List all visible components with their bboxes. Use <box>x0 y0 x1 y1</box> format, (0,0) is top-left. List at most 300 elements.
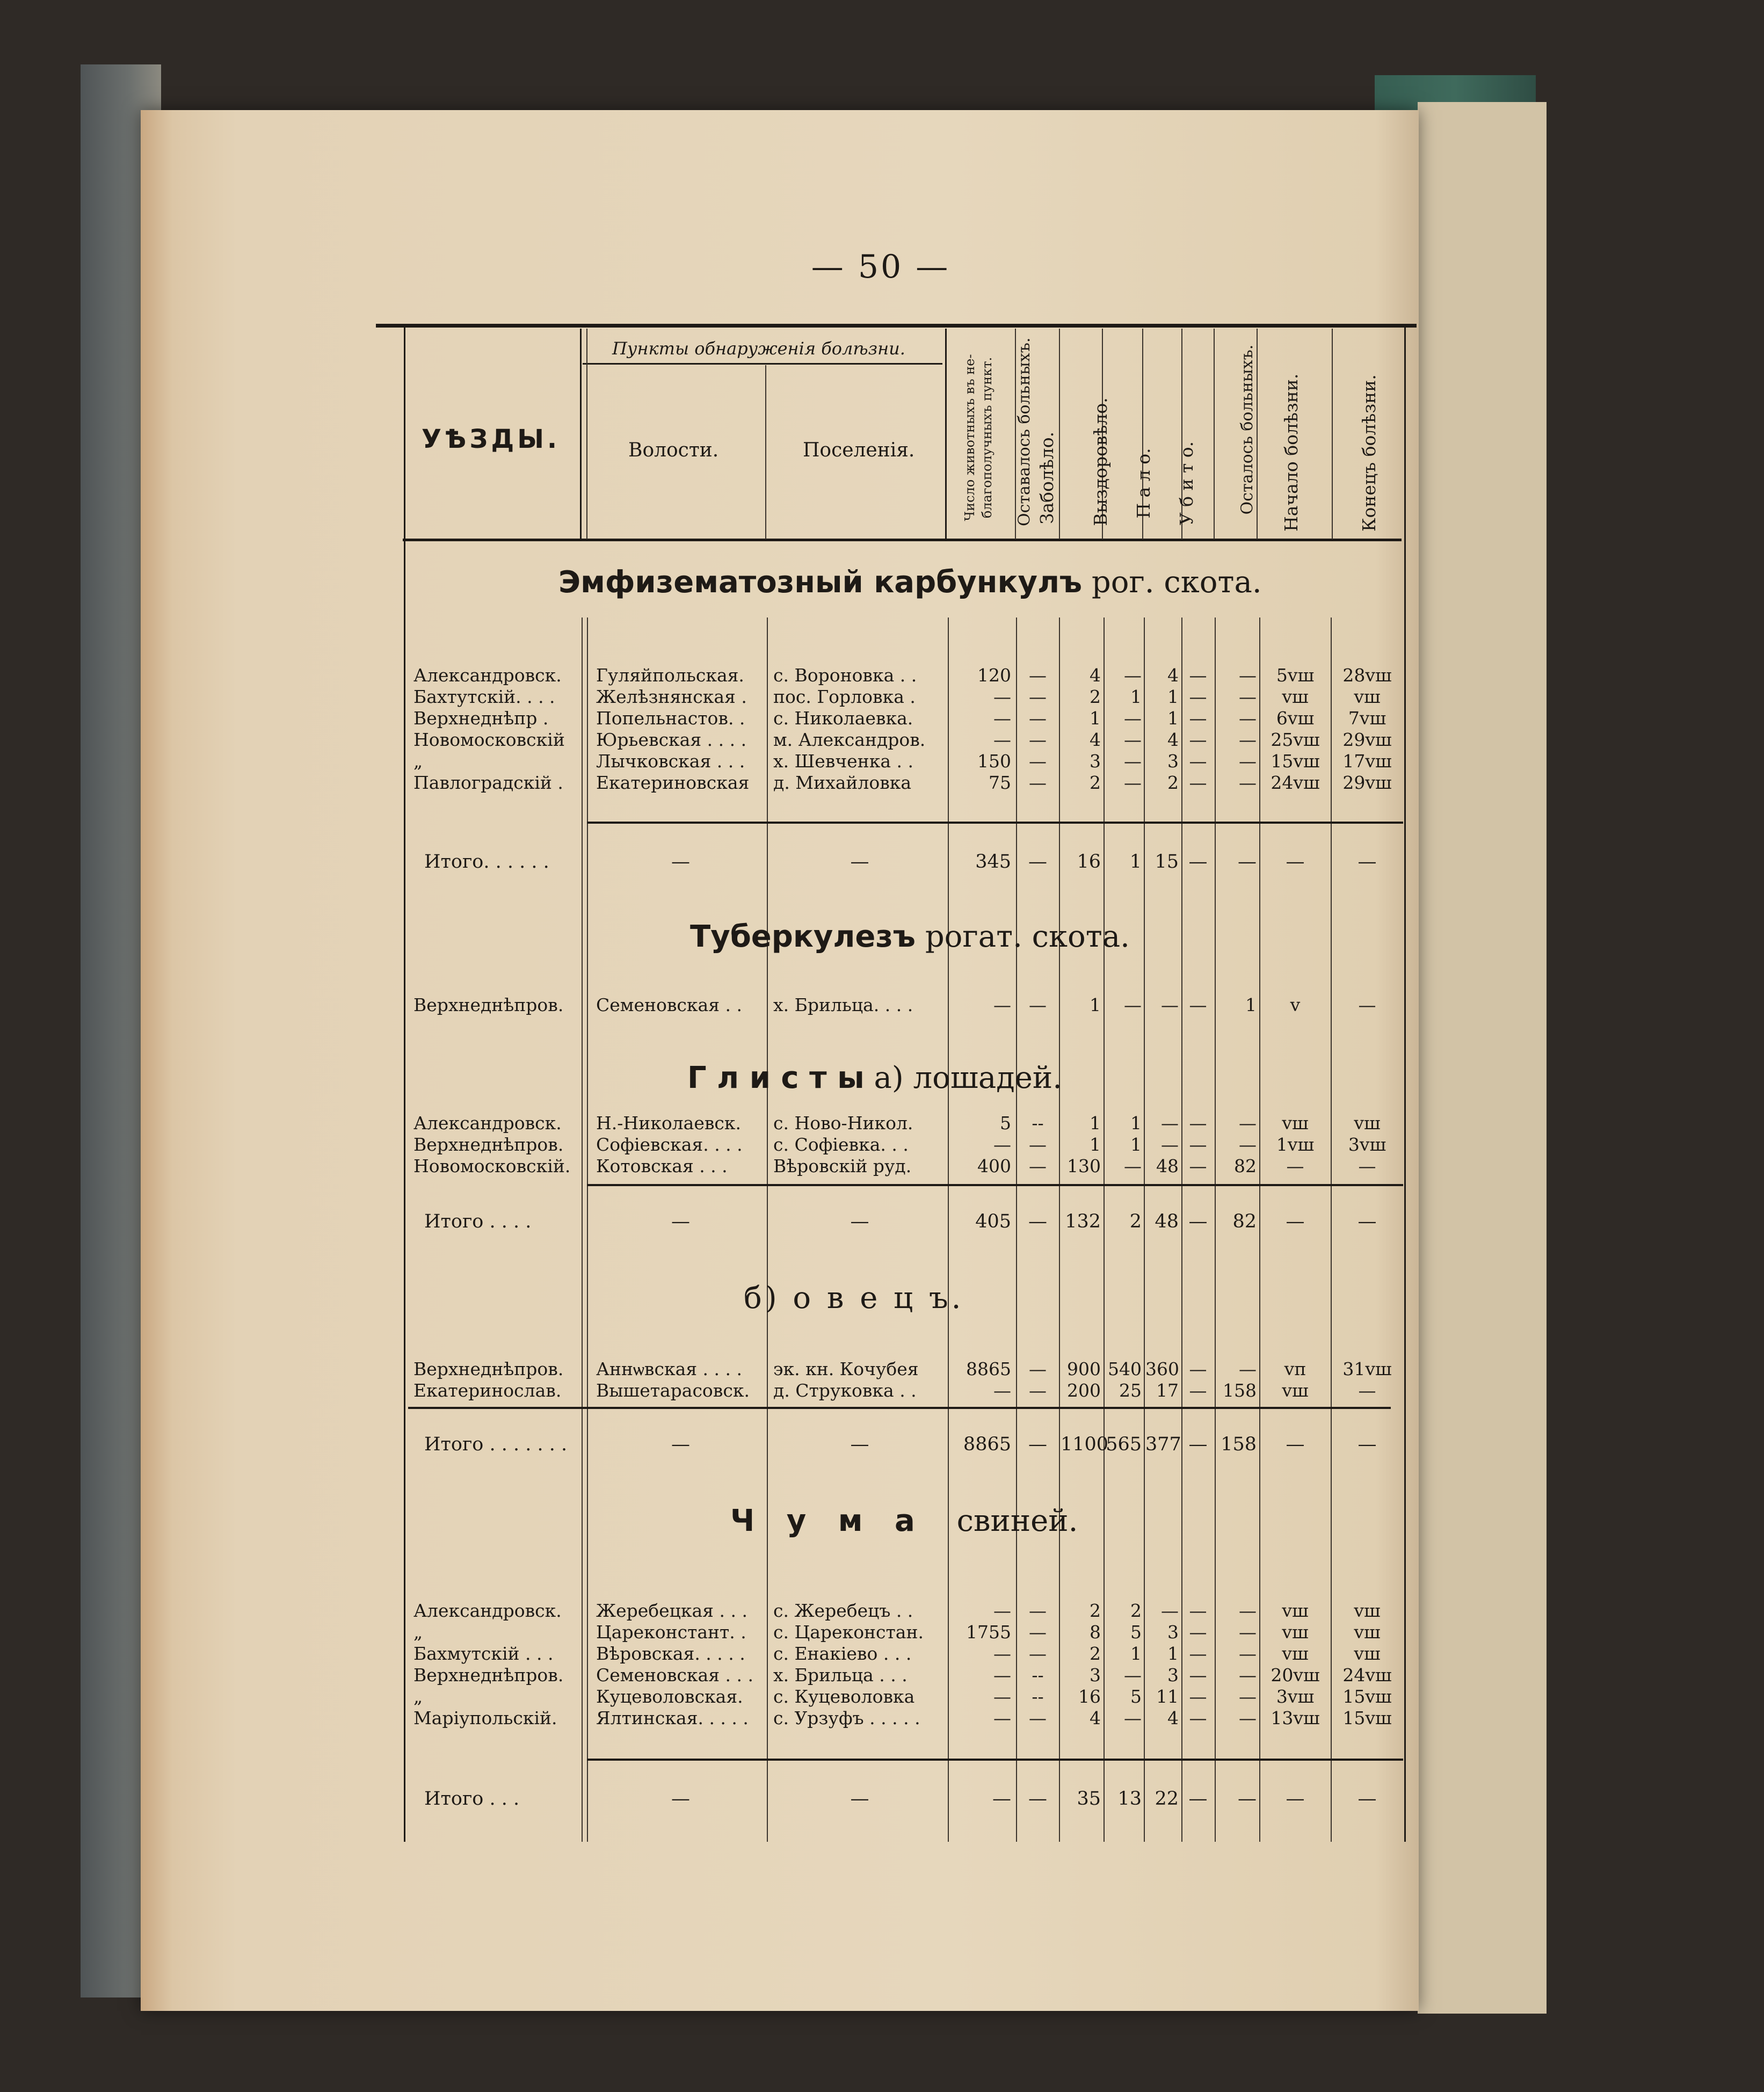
cell-start: 3vш <box>1276 1686 1315 1707</box>
cell-zab: 1 <box>1090 1134 1101 1155</box>
header-fell-ill: Заболѣло. <box>1036 431 1057 525</box>
cell-selenie: — <box>850 1211 869 1232</box>
header-divider <box>586 329 587 539</box>
cell-ub: — <box>1189 729 1207 750</box>
cell-selenie: х. Шевченка . . <box>773 751 913 772</box>
cell-selenie: эк. кн. Кочубея <box>773 1359 919 1379</box>
cell-ost: — <box>1028 1211 1047 1232</box>
cell-uezd: Маріупольскій. <box>413 1708 557 1728</box>
section-rule <box>408 1407 1391 1409</box>
cell-n: — <box>993 994 1011 1015</box>
cell-start: — <box>1286 1434 1305 1455</box>
table-total-row <box>0 1434 1540 1455</box>
cell-total-label: Итого . . . <box>424 1788 520 1810</box>
cell-end: — <box>1358 994 1376 1015</box>
header-poseleniya: Поселенія. <box>803 439 915 461</box>
cell-uezd: Верхнеднѣпр . <box>413 708 549 729</box>
cell-vyz: — <box>1124 994 1142 1015</box>
cell-ostl: 1 <box>1245 994 1257 1015</box>
cell-ost: — <box>1028 851 1047 873</box>
cell-ub: — <box>1189 1622 1207 1643</box>
cell-end: — <box>1358 1434 1377 1455</box>
cell-uezd: Александровск. <box>413 1600 562 1621</box>
cell-n: — <box>993 708 1011 729</box>
table-total-row <box>0 1211 1540 1232</box>
section-title-bold: Туберкулезъ <box>690 919 916 954</box>
cell-n: 345 <box>975 851 1011 873</box>
cell-ostl: — <box>1238 851 1257 873</box>
cell-selenie: Вѣровскій руд. <box>773 1156 912 1176</box>
cell-volost: Попельнастов. . <box>596 708 745 729</box>
header-divider <box>765 365 766 539</box>
cell-vyz: — <box>1124 665 1142 686</box>
cell-ostl: — <box>1239 1665 1257 1686</box>
section-title-bold: Ч у м а <box>730 1503 926 1538</box>
cell-palo: 1 <box>1167 686 1179 707</box>
cell-uezd: Александровск. <box>413 1113 562 1134</box>
cell-zab: 3 <box>1090 751 1101 772</box>
cell-ostl: — <box>1239 665 1257 686</box>
cell-selenie: с. Куцеволовка <box>773 1686 915 1707</box>
cell-ub: — <box>1189 772 1207 793</box>
cell-end: vш <box>1354 686 1381 707</box>
cell-n: — <box>993 1134 1011 1155</box>
page-number: — 50 — <box>811 248 950 286</box>
cell-volost: Ялтинская. . . . . <box>596 1708 749 1728</box>
section-title-tuberculosis <box>690 919 1710 954</box>
header-left-sick: Осталось больныхъ. <box>1238 344 1257 515</box>
cell-n: — <box>993 1708 1011 1728</box>
cell-end: 3vш <box>1348 1134 1386 1155</box>
cell-ub: — <box>1189 1686 1207 1707</box>
cell-n: 150 <box>977 751 1011 772</box>
cell-zab: 130 <box>1067 1156 1101 1176</box>
header-divider <box>1214 329 1215 539</box>
cell-palo: 11 <box>1156 1686 1179 1707</box>
cell-zab: 2 <box>1090 686 1101 707</box>
cell-vyz: 565 <box>1106 1434 1142 1455</box>
cell-n: — <box>993 1686 1011 1707</box>
cell-end: 31vш <box>1342 1359 1392 1379</box>
header-bottom-rule <box>403 539 1402 541</box>
cell-zab: 16 <box>1077 851 1101 873</box>
cell-zab: 1 <box>1090 708 1101 729</box>
table-row <box>0 1600 1540 1622</box>
cell-volost: Котовская . . . <box>596 1156 728 1176</box>
table-row <box>0 1686 1540 1708</box>
cell-palo: 360 <box>1145 1359 1179 1379</box>
section-title-plague <box>730 1503 1751 1538</box>
cell-uezd: Новомосковскій <box>413 729 565 750</box>
cell-vyz: 25 <box>1119 1380 1142 1401</box>
cell-n: — <box>993 1665 1011 1686</box>
table-row <box>0 665 1540 686</box>
cell-start: 15vш <box>1271 751 1320 772</box>
cell-end: — <box>1358 1380 1376 1401</box>
cell-ostl: — <box>1239 1113 1257 1134</box>
cell-ostl: — <box>1239 729 1257 750</box>
cell-ub: — <box>1189 994 1207 1015</box>
cell-uezd: „ <box>413 1686 423 1707</box>
cell-ub: — <box>1189 1156 1207 1176</box>
cell-palo: 4 <box>1167 665 1179 686</box>
section-title-glisty <box>687 1060 1708 1095</box>
cell-uezd: Верхнеднѣпров. <box>413 1134 564 1155</box>
cell-ostl: 158 <box>1221 1434 1257 1455</box>
section-title-emphysem <box>558 565 1579 600</box>
cell-volost: Гуляйпольская. <box>596 665 744 686</box>
cell-selenie: с. Урзуфъ . . . . . <box>773 1708 920 1728</box>
cell-ostl: — <box>1239 686 1257 707</box>
cell-selenie: — <box>850 1434 869 1455</box>
header-divider <box>945 329 947 539</box>
cell-n: — <box>993 1600 1011 1621</box>
cell-volost: Н.-Николаевск. <box>596 1113 742 1134</box>
cell-uezd: Павлоградскій . <box>413 772 563 793</box>
cell-start: 5vш <box>1276 665 1315 686</box>
cell-ost: — <box>1029 665 1047 686</box>
cell-zab: 1 <box>1090 994 1101 1015</box>
cell-total-label: Итого. . . . . . <box>424 851 549 873</box>
cell-ost: — <box>1029 729 1047 750</box>
cell-end: 29vш <box>1342 729 1392 750</box>
header-animals-count: Число животныхъ въ не-благополучныхъ пункт. <box>962 354 994 521</box>
cell-ost: — <box>1029 751 1047 772</box>
cell-ub: — <box>1189 1665 1207 1686</box>
cell-palo: 3 <box>1167 751 1179 772</box>
cell-n: 8865 <box>963 1434 1011 1455</box>
cell-volost: Желѣзнянская . <box>596 686 747 707</box>
cell-ostl: 158 <box>1223 1380 1257 1401</box>
cell-uezd: Бахтутскій. . . . <box>413 686 555 707</box>
cell-palo: 4 <box>1167 729 1179 750</box>
cell-end: — <box>1358 1788 1377 1810</box>
header-uezdy: УѢЗДЫ. <box>422 424 561 454</box>
cell-start: 6vш <box>1276 708 1315 729</box>
cell-ub: — <box>1189 1113 1207 1134</box>
cell-vyz: — <box>1124 1156 1142 1176</box>
cell-ost: — <box>1029 1156 1047 1176</box>
header-recovered: Выздоровѣло. <box>1090 397 1111 526</box>
cell-zab: 3 <box>1090 1665 1101 1686</box>
cell-end: — <box>1358 851 1377 873</box>
section-title-rest: рогат. скота. <box>925 919 1130 954</box>
cell-selenie: с. Жеребецъ . . <box>773 1600 913 1621</box>
cell-start: v <box>1290 994 1301 1015</box>
table-row <box>0 1708 1540 1729</box>
cell-palo: — <box>1161 1600 1179 1621</box>
table-row <box>0 686 1540 708</box>
cell-n: — <box>992 1788 1011 1810</box>
cell-end: — <box>1358 1156 1376 1176</box>
cell-ost: — <box>1029 772 1047 793</box>
cell-total-label: Итого . . . . <box>424 1211 532 1232</box>
cell-selenie: с. Софіевка. . . <box>773 1134 909 1155</box>
cell-ostl: — <box>1239 1686 1257 1707</box>
cell-vyz: 1 <box>1129 851 1142 873</box>
cell-ostl: — <box>1238 1788 1257 1810</box>
cell-n: 8865 <box>966 1359 1011 1379</box>
cell-zab: 200 <box>1067 1380 1101 1401</box>
cell-start: — <box>1286 1788 1305 1810</box>
cell-zab: 1100 <box>1061 1434 1109 1455</box>
cell-ub: — <box>1189 686 1207 707</box>
cell-selenie: с. Енакіево . . . <box>773 1643 912 1664</box>
table-row <box>0 1113 1540 1134</box>
cell-ub: — <box>1189 751 1207 772</box>
section-title-bold: Г л и с т ы <box>687 1060 865 1095</box>
table-total-row <box>0 851 1540 873</box>
cell-volost: Лычковская . . . <box>596 751 745 772</box>
cell-n: 5 <box>1000 1113 1011 1134</box>
cell-start: 1vш <box>1276 1134 1315 1155</box>
cell-palo: 48 <box>1155 1211 1179 1232</box>
cell-n: — <box>993 729 1011 750</box>
cell-vyz: 1 <box>1130 686 1142 707</box>
table-row <box>0 708 1540 729</box>
cell-end: 7vш <box>1348 708 1386 729</box>
cell-start: vш <box>1282 1622 1309 1643</box>
cell-vyz: 540 <box>1108 1359 1142 1379</box>
cell-ost: — <box>1029 708 1047 729</box>
cell-palo: 2 <box>1167 772 1179 793</box>
cell-zab: 4 <box>1090 729 1101 750</box>
cell-palo: 48 <box>1156 1156 1179 1176</box>
cell-uezd: Бахмутскій . . . <box>413 1643 554 1664</box>
cell-start: vп <box>1284 1359 1306 1379</box>
cell-volost: Семеновская . . . <box>596 1665 753 1686</box>
cell-volost: — <box>671 1211 690 1232</box>
cell-selenie: с. Ново-Никол. <box>773 1113 913 1134</box>
cell-ost: -- <box>1032 1113 1044 1134</box>
table-total-row <box>0 1788 1540 1810</box>
cell-n: — <box>993 686 1011 707</box>
cell-vyz: 1 <box>1130 1134 1142 1155</box>
cell-selenie: с. Цареконстан. <box>773 1622 924 1643</box>
cell-palo: — <box>1161 1113 1179 1134</box>
cell-volost: Екатериновская <box>596 772 750 793</box>
cell-selenie: с. Вороновка . . <box>773 665 917 686</box>
cell-palo: 17 <box>1156 1380 1179 1401</box>
section-title-sheep: б) о в е ц ъ. <box>744 1281 964 1316</box>
cell-vyz: — <box>1124 729 1142 750</box>
cell-ostl: — <box>1239 708 1257 729</box>
cell-volost: — <box>671 1788 690 1810</box>
cell-ost: — <box>1029 1643 1047 1664</box>
cell-ub: — <box>1189 1134 1207 1155</box>
cell-ost: — <box>1029 1134 1047 1155</box>
cell-zab: 35 <box>1077 1788 1101 1810</box>
cell-volost: Аннѡвская . . . . <box>596 1359 742 1379</box>
cell-zab: 1 <box>1090 1113 1101 1134</box>
cell-palo: 4 <box>1167 1708 1179 1728</box>
cell-ostl: — <box>1239 1622 1257 1643</box>
section-rule <box>587 1759 1403 1761</box>
cell-ub: — <box>1188 1434 1208 1455</box>
cell-selenie: пос. Горловка . <box>773 686 916 707</box>
cell-ub: — <box>1189 1600 1207 1621</box>
header-killed: У б и т о. <box>1176 441 1197 526</box>
cell-uezd: Новомосковскій. <box>413 1156 571 1176</box>
cell-ub: — <box>1189 1708 1207 1728</box>
cell-ost: — <box>1029 1600 1047 1621</box>
cell-volost: Семеновская . . <box>596 994 742 1015</box>
cell-end: 24vш <box>1342 1665 1392 1686</box>
cell-vyz: — <box>1124 708 1142 729</box>
cell-uezd: Верхнеднѣпров. <box>413 1359 564 1379</box>
cell-end: 15vш <box>1342 1708 1392 1728</box>
table-row <box>0 1359 1540 1380</box>
cell-uezd: Екатеринослав. <box>413 1380 562 1401</box>
cell-ub: — <box>1188 1211 1208 1232</box>
cell-vyz: 5 <box>1130 1686 1142 1707</box>
cell-volost: Вышетарасовск. <box>596 1380 750 1401</box>
table-row <box>0 729 1540 751</box>
cell-uezd: „ <box>413 751 423 772</box>
cell-n: 75 <box>989 772 1011 793</box>
cell-palo: 377 <box>1145 1434 1181 1455</box>
cell-vyz: 1 <box>1130 1643 1142 1664</box>
cell-total-label: Итого . . . . . . . <box>424 1434 568 1455</box>
cell-start: vш <box>1282 686 1309 707</box>
cell-end: 15vш <box>1342 1686 1392 1707</box>
cell-palo: 15 <box>1155 851 1179 873</box>
cell-start: 25vш <box>1271 729 1320 750</box>
cell-end: vш <box>1354 1600 1381 1621</box>
cell-ost: — <box>1029 1380 1047 1401</box>
cell-volost: Жеребецкая . . . <box>596 1600 747 1621</box>
cell-start: — <box>1286 1156 1304 1176</box>
cell-palo: — <box>1161 994 1179 1015</box>
header-divider <box>1059 329 1060 539</box>
cell-volost: Юрьевская . . . . <box>596 729 747 750</box>
header-points-title: Пункты обнаруженія болѣзни. <box>612 338 905 359</box>
cell-uezd: Александровск. <box>413 665 562 686</box>
cell-n: 400 <box>977 1156 1011 1176</box>
cell-selenie: х. Брильца . . . <box>773 1665 908 1686</box>
cell-ost: — <box>1029 1622 1047 1643</box>
cell-ost: — <box>1029 994 1047 1015</box>
section-rule <box>587 1184 1403 1186</box>
section-title-rest: рог. скота. <box>1091 565 1262 600</box>
cell-volost: Софіевская. . . . <box>596 1134 743 1155</box>
header-died: П а л о. <box>1133 448 1154 519</box>
cell-palo: — <box>1161 1134 1179 1155</box>
cell-end: 28vш <box>1342 665 1392 686</box>
section-title-rest: а) лошадей. <box>874 1060 1063 1095</box>
cell-ost: -- <box>1032 1665 1044 1686</box>
header-remained-sick: Оставалось больныхъ. <box>1015 337 1034 526</box>
cell-ost: — <box>1029 686 1047 707</box>
header-divider <box>1332 329 1333 539</box>
cell-ostl: — <box>1239 1600 1257 1621</box>
cell-selenie: д. Михайловка <box>773 772 912 793</box>
table-row <box>0 1380 1540 1401</box>
cell-palo: 1 <box>1167 1643 1179 1664</box>
cell-zab: 2 <box>1090 772 1101 793</box>
cell-start: vш <box>1282 1113 1309 1134</box>
table-row <box>0 1643 1540 1665</box>
cell-selenie: с. Николаевка. <box>773 708 913 729</box>
cell-uezd: „ <box>413 1622 423 1643</box>
cell-vyz: 2 <box>1130 1600 1142 1621</box>
cell-end: 29vш <box>1342 772 1392 793</box>
cell-ostl: 82 <box>1232 1211 1257 1232</box>
cell-selenie: х. Брильца. . . . <box>773 994 913 1015</box>
cell-ostl: — <box>1239 1643 1257 1664</box>
cell-end: vш <box>1354 1113 1381 1134</box>
cell-ost: -- <box>1032 1686 1044 1707</box>
cell-ostl: — <box>1239 1359 1257 1379</box>
cell-zab: 2 <box>1090 1643 1101 1664</box>
points-title-rule <box>583 363 942 365</box>
cell-start: 24vш <box>1271 772 1320 793</box>
cell-start: 13vш <box>1271 1708 1320 1728</box>
cell-volost: Цареконстант. . <box>596 1622 746 1643</box>
cell-ub: — <box>1189 1359 1207 1379</box>
cell-uezd: Верхнеднѣпров. <box>413 1665 564 1686</box>
cell-end: 17vш <box>1342 751 1392 772</box>
table-row <box>0 994 1540 1016</box>
cell-start: vш <box>1282 1643 1309 1664</box>
cell-ub: — <box>1188 851 1208 873</box>
cell-ostl: — <box>1239 1134 1257 1155</box>
table-top-rule <box>376 324 1417 328</box>
table-row <box>0 751 1540 772</box>
cell-n: 120 <box>977 665 1011 686</box>
cell-ub: — <box>1189 1643 1207 1664</box>
cell-ostl: 82 <box>1234 1156 1257 1176</box>
cell-start: — <box>1286 1211 1305 1232</box>
cell-ost: — <box>1029 1359 1047 1379</box>
cell-vyz: 5 <box>1130 1622 1142 1643</box>
cell-volost: — <box>671 851 690 873</box>
cell-vyz: — <box>1124 1708 1142 1728</box>
cell-start: — <box>1286 851 1305 873</box>
cell-ub: — <box>1189 1380 1207 1401</box>
cell-end: — <box>1358 1211 1377 1232</box>
section-title-bold: Эмфизематозный карбункулъ <box>558 565 1083 600</box>
section-title-rest: свиней. <box>956 1503 1078 1538</box>
header-volosti: Волости. <box>628 439 719 461</box>
cell-end: vш <box>1354 1643 1381 1664</box>
cell-ostl: — <box>1239 772 1257 793</box>
cell-volost: Вѣровская. . . . . <box>596 1643 745 1664</box>
cell-zab: 4 <box>1090 665 1101 686</box>
cell-n: 1755 <box>966 1622 1011 1643</box>
cell-zab: 8 <box>1090 1622 1101 1643</box>
section-rule <box>587 822 1403 824</box>
cell-ost: — <box>1028 1788 1047 1810</box>
cell-palo: 22 <box>1155 1788 1179 1810</box>
table-row <box>0 1134 1540 1156</box>
cell-ub: — <box>1189 665 1207 686</box>
cell-start: vш <box>1282 1600 1309 1621</box>
header-divider <box>580 329 582 539</box>
cell-ub: — <box>1188 1788 1208 1810</box>
cell-vyz: 2 <box>1129 1211 1142 1232</box>
cell-vyz: 1 <box>1130 1113 1142 1134</box>
cell-ost: — <box>1029 1708 1047 1728</box>
cell-selenie: д. Струковка . . <box>773 1380 917 1401</box>
cell-vyz: — <box>1124 1665 1142 1686</box>
header-end: Конецъ болѣзни. <box>1359 374 1380 532</box>
cell-zab: 132 <box>1065 1211 1101 1232</box>
cell-ub: — <box>1189 708 1207 729</box>
cell-n: — <box>993 1380 1011 1401</box>
cell-palo: 3 <box>1167 1665 1179 1686</box>
cell-selenie: м. Александров. <box>773 729 926 750</box>
